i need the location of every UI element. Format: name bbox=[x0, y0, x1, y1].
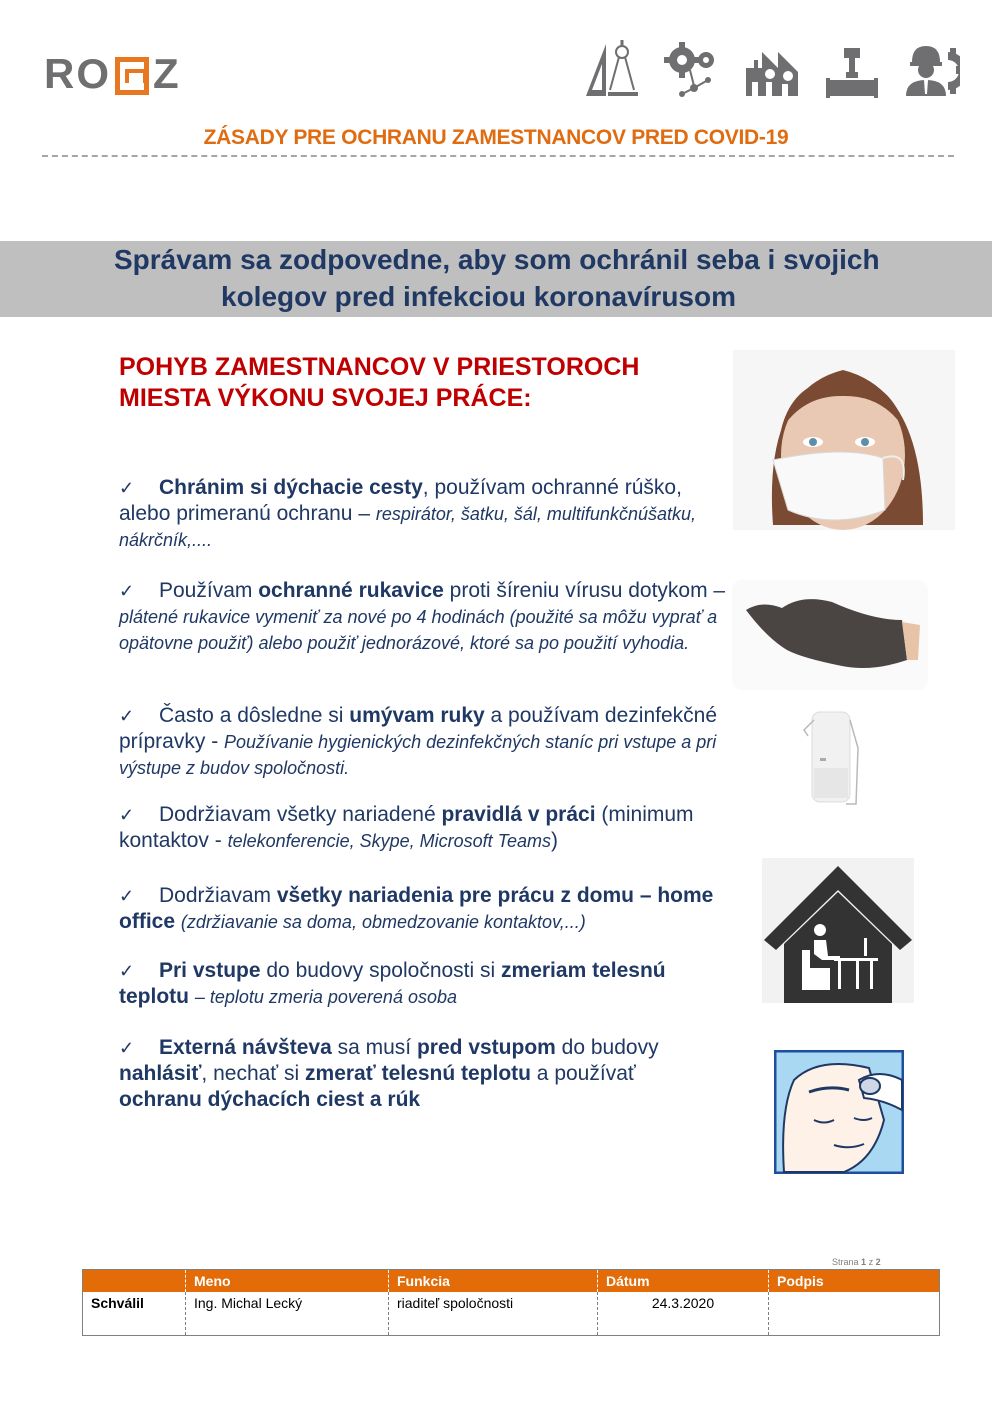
podpis-cell bbox=[769, 1292, 940, 1336]
header-cell-blank bbox=[83, 1270, 186, 1293]
row-label-cell: Schválil bbox=[91, 1295, 144, 1311]
guideline-item bbox=[119, 958, 729, 1010]
logo-text-left: RO bbox=[44, 50, 111, 97]
body-text: , používam ochranné rúško, alebo primeranú ochranu – bbox=[119, 476, 682, 525]
guideline-item bbox=[119, 703, 729, 781]
example-text: Používanie hygienických dezinfekčných staníc pri vstupe a pri výstupe z budov spoločnosti. bbox=[119, 732, 717, 778]
guideline-item bbox=[119, 1035, 679, 1113]
funkcia-cell: riaditeľ spoločnosti bbox=[389, 1292, 598, 1336]
checkmark-icon: ✓ bbox=[119, 478, 135, 498]
hand-sanitizer-dispenser-photo bbox=[800, 708, 862, 808]
checkmark-icon: ✓ bbox=[119, 961, 135, 981]
body-text: Dodržiavam všetky nariadené bbox=[159, 803, 442, 826]
body-text: (minimum kontaktov - bbox=[119, 803, 694, 852]
factory-icon bbox=[744, 38, 800, 98]
checkmark-icon: ✓ bbox=[119, 581, 135, 601]
woman-face-mask-photo bbox=[733, 350, 955, 530]
datum-cell: 24.3.2020 bbox=[598, 1292, 769, 1336]
body-text: Často a dôsledne si bbox=[159, 704, 350, 727]
section-title bbox=[119, 352, 639, 414]
banner-line-1: Správam sa zodpovedne, aby som ochránil seba i svojich bbox=[114, 244, 880, 275]
page-total: 2 bbox=[875, 1257, 881, 1267]
checkmark-icon: ✓ bbox=[119, 805, 135, 825]
logo-e-mark bbox=[115, 57, 149, 95]
emphasis-text: ochranu dýchacích ciest a rúk bbox=[119, 1088, 421, 1111]
emphasis-text: pred vstupom bbox=[416, 1036, 556, 1059]
header-icon-row bbox=[584, 38, 960, 98]
emphasis-text: Chránim si dýchacie cesty bbox=[159, 476, 423, 499]
checkmark-icon: ✓ bbox=[119, 706, 135, 726]
guideline-item bbox=[119, 802, 729, 854]
document-title: ZÁSADY PRE OCHRANU ZAMESTNANCOV PRED COVID-19 bbox=[203, 126, 789, 149]
drafting-tools-icon bbox=[584, 38, 640, 98]
logo-text-right: Z bbox=[153, 50, 181, 97]
headline-banner bbox=[0, 241, 992, 317]
section-title-line-2: MIESTA VÝKONU SVOJEJ PRÁCE: bbox=[119, 384, 532, 412]
header-cell-meno: Meno bbox=[186, 1270, 389, 1293]
page-current: 1 bbox=[861, 1257, 867, 1267]
emphasis-text: umývam ruky bbox=[349, 704, 485, 727]
approval-table bbox=[82, 1269, 940, 1336]
body-text: do budovy bbox=[555, 1036, 659, 1059]
header-cell-podpis: Podpis bbox=[769, 1270, 940, 1293]
page-of: z bbox=[868, 1257, 874, 1267]
emphasis-text: Pri vstupe bbox=[159, 959, 261, 982]
company-logo bbox=[44, 52, 181, 96]
example-text: plátené rukavice vymeniť za nové po 4 hodinách (použité sa môžu vyprať a opätovne použiť) alebo použiť jednorázové, ktoré sa po použití vyhodia. bbox=[119, 607, 718, 653]
table-row bbox=[83, 1292, 940, 1336]
guideline-item bbox=[119, 578, 729, 656]
black-glove-photo bbox=[732, 580, 928, 690]
guideline-item bbox=[119, 475, 729, 553]
body-text: ) bbox=[551, 829, 559, 852]
emphasis-text: zmerať telesnú teplotu bbox=[305, 1062, 531, 1085]
dashed-divider bbox=[42, 155, 954, 157]
checkmark-icon: ✓ bbox=[119, 1038, 135, 1058]
header-cell-datum: Dátum bbox=[598, 1270, 769, 1293]
banner-line-2: kolegov pred infekciou koronavírusom bbox=[221, 281, 737, 312]
example-text: – teplotu zmeria poverená osoba bbox=[194, 987, 457, 1007]
guideline-item bbox=[119, 883, 729, 935]
forehead-thermometer-icon bbox=[774, 1050, 904, 1174]
emphasis-text: Externá návšteva bbox=[159, 1036, 332, 1059]
body-text: a používam dezinfekčné prípravky - bbox=[119, 704, 718, 753]
engineer-gear-icon bbox=[904, 38, 960, 98]
body-text: sa musí bbox=[331, 1036, 417, 1059]
pipe-valve-icon bbox=[824, 38, 880, 98]
example-text: respirátor, šatku, šál, multifunkčnúšatku, nákrčník,.... bbox=[119, 504, 696, 550]
emphasis-text: pravidlá v práci bbox=[441, 803, 596, 826]
example-text: telekonferencie, Skype, Microsoft Teams bbox=[227, 831, 552, 851]
body-text: , nechať si bbox=[201, 1062, 306, 1085]
body-text: Používam bbox=[159, 579, 259, 602]
body-text: proti šíreniu vírusu dotykom – bbox=[443, 579, 726, 602]
page-number bbox=[832, 1257, 881, 1267]
emphasis-text: zmeriam telesnú teplotu bbox=[119, 959, 666, 1008]
page-label: Strana bbox=[832, 1257, 859, 1267]
gears-molecule-icon bbox=[664, 38, 720, 98]
example-text: (zdržiavanie sa doma, obmedzovanie kontaktov,...) bbox=[180, 912, 586, 932]
emphasis-text: nahlásiť bbox=[119, 1062, 202, 1085]
body-text: do budovy spoločnosti si bbox=[260, 959, 502, 982]
section-title-line-1: POHYB ZAMESTNANCOV V PRIESTOROCH bbox=[119, 353, 640, 381]
meno-cell: Ing. Michal Lecký bbox=[186, 1292, 389, 1336]
approval-table-header-row bbox=[83, 1270, 940, 1293]
emphasis-text: všetky nariadenia pre prácu z domu – home office bbox=[119, 884, 714, 933]
body-text: a používať bbox=[530, 1062, 636, 1085]
emphasis-text: ochranné rukavice bbox=[258, 579, 444, 602]
home-office-icon bbox=[762, 858, 914, 1003]
header-cell-funkcia: Funkcia bbox=[389, 1270, 598, 1293]
body-text: Dodržiavam bbox=[159, 884, 277, 907]
checkmark-icon: ✓ bbox=[119, 886, 135, 906]
